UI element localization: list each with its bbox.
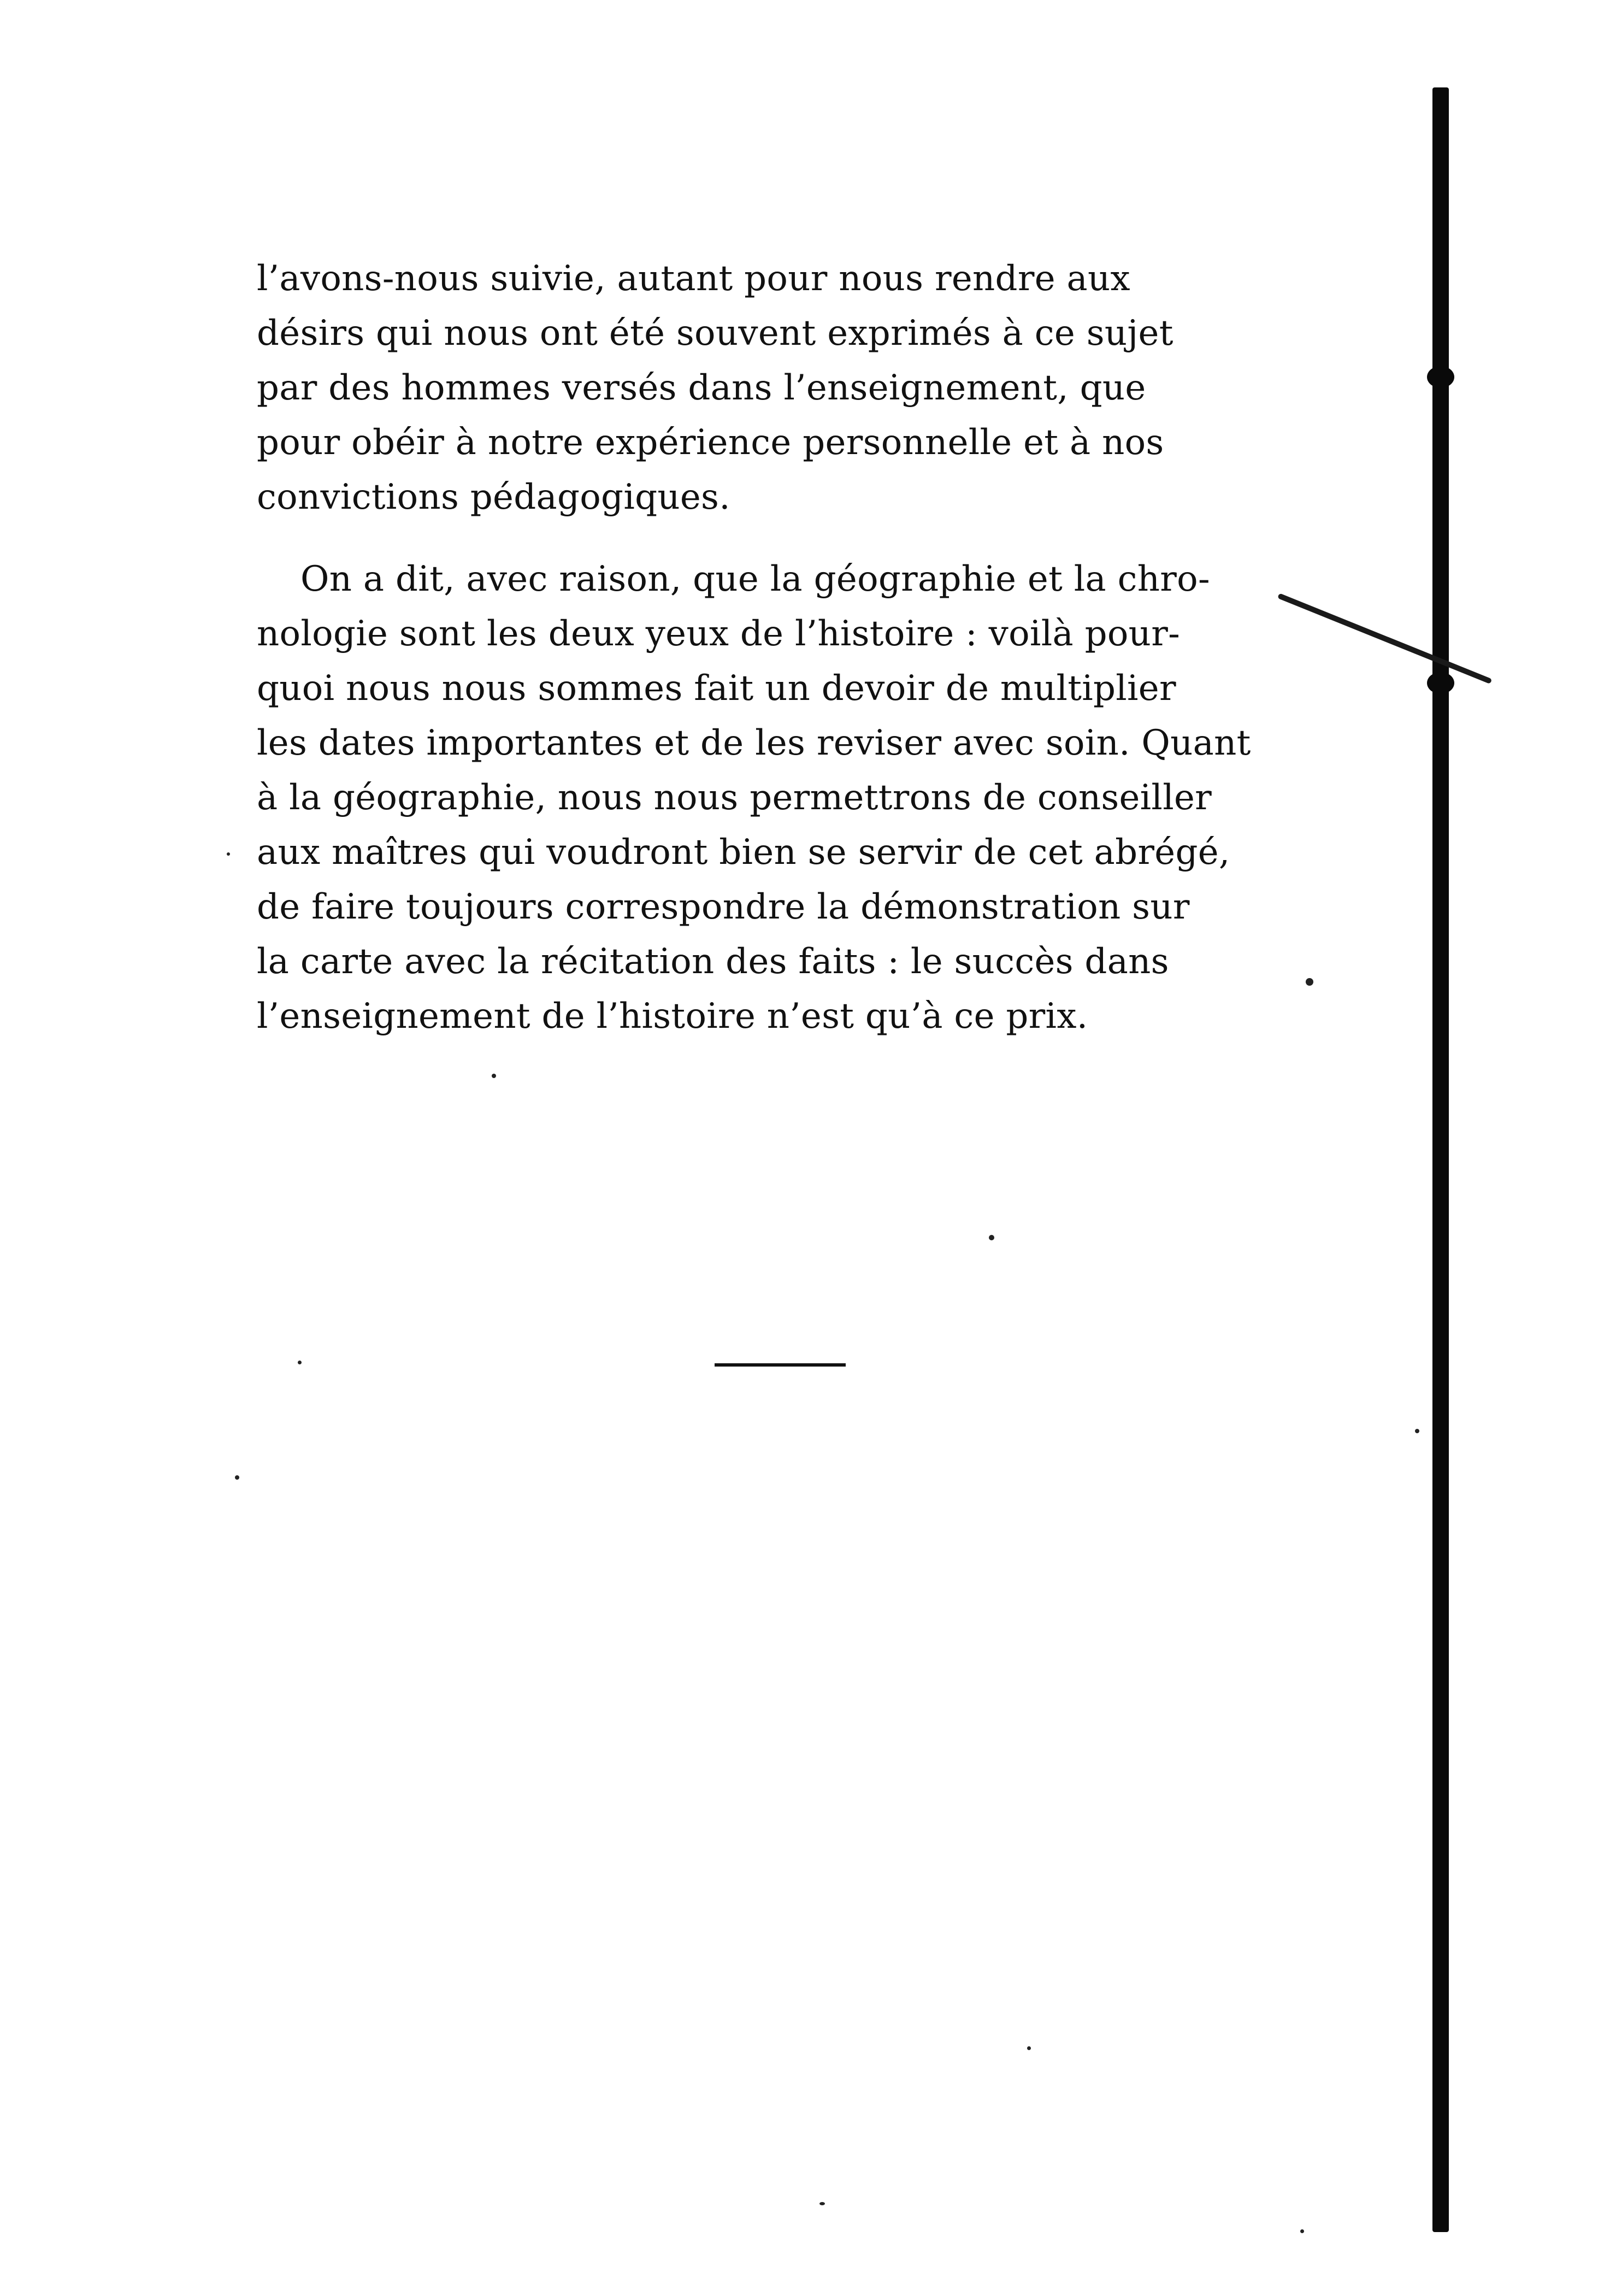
paragraph-1-line-4: pour obéir à notre expérience personnelle et à nos [257, 422, 1164, 463]
paragraph-2-line-2: nologie sont les deux yeux de l’histoire : voilà pour- [257, 614, 1181, 654]
paragraph-2-line-7: de faire toujours correspondre la démonstration sur [257, 887, 1190, 927]
scan-speck [819, 2202, 825, 2205]
scan-speck [298, 1361, 302, 1364]
paragraph-1-line-3: par des hommes versés dans l’enseignement, que [257, 368, 1146, 408]
scan-speck [989, 1235, 994, 1240]
scan-speck [1306, 978, 1313, 986]
binding-edge [1432, 87, 1449, 2232]
scan-speck [492, 1074, 496, 1078]
paragraph-1-line-1: l’avons-nous suivie, autant pour nous rendre aux [257, 258, 1130, 299]
paragraph-2-line-4: les dates importantes et de les reviser avec soin. Quant [257, 723, 1251, 763]
paragraph-2-line-6: aux maîtres qui voudront bien se servir de cet abrégé, [257, 832, 1230, 873]
paragraph-1-line-2: désirs qui nous ont été souvent exprimés à ce sujet [257, 313, 1173, 354]
scan-speck [1415, 1429, 1419, 1433]
binding-notch-top [1427, 366, 1454, 388]
binding-thread [1277, 593, 1492, 684]
paragraph-1 [257, 251, 1287, 525]
paragraph-1-line-5: convictions pédagogiques. [257, 477, 730, 517]
scan-speck [227, 852, 230, 856]
paragraph-2-line-3: quoi nous nous sommes fait un devoir de multiplier [257, 668, 1176, 709]
scan-speck [1300, 2229, 1304, 2233]
scan-speck [235, 1475, 239, 1480]
paragraph-2-line-9: l’enseignement de l’histoire n’est qu’à ce prix. [257, 996, 1088, 1037]
scan-speck [1027, 2046, 1031, 2050]
paragraph-2-line-1: On a dit, avec raison, que la géographie et la chro- [300, 559, 1210, 599]
paragraph-2-line-5: à la géographie, nous nous permettrons de conseiller [257, 778, 1212, 818]
paragraph-2-line-8: la carte avec la récitation des faits : le succès dans [257, 941, 1169, 982]
binding-notch-middle [1427, 672, 1454, 694]
section-end-rule [715, 1363, 846, 1367]
paragraph-2 [257, 552, 1287, 1044]
